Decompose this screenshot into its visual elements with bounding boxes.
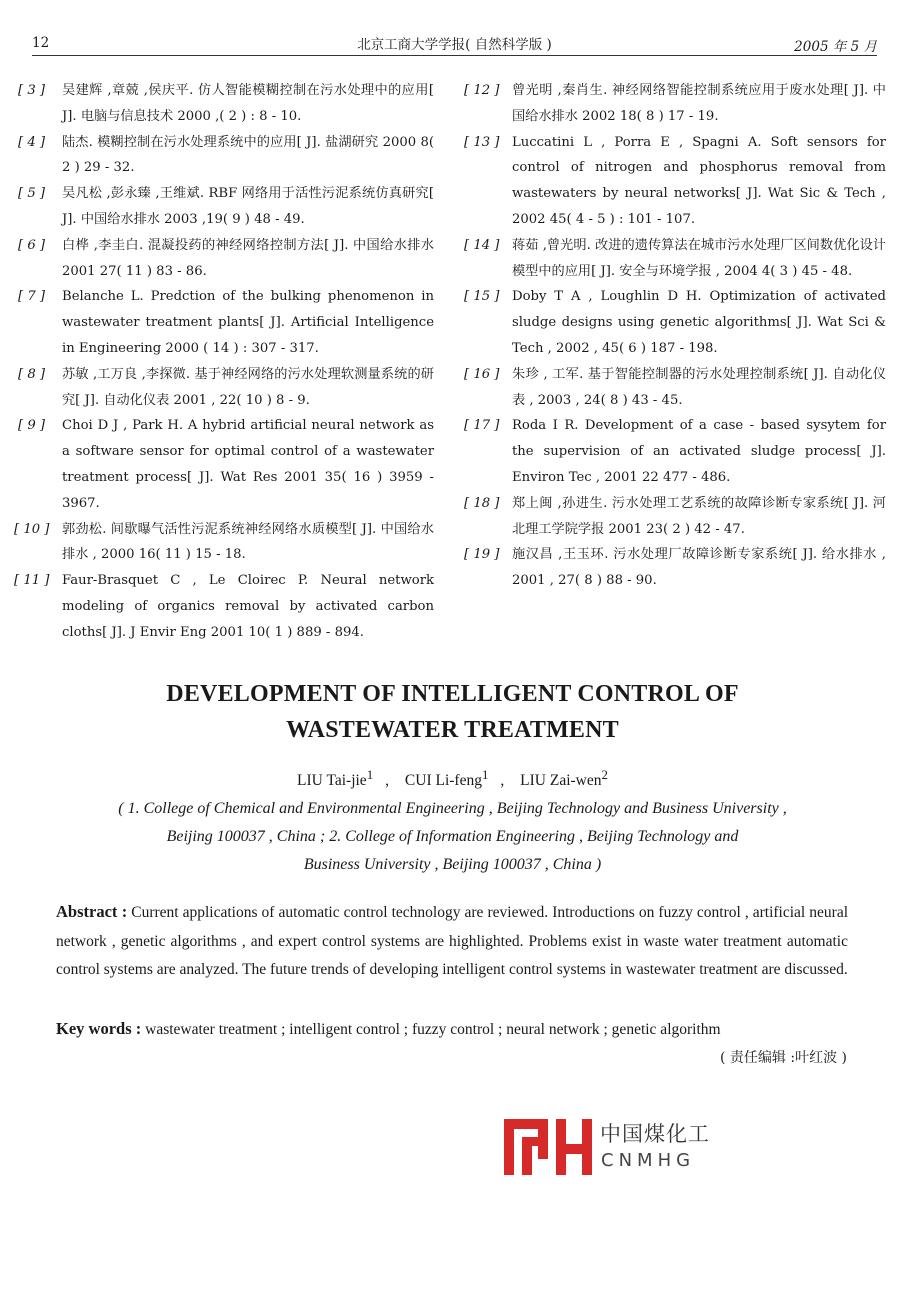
references-right-column <box>464 78 886 594</box>
responsible-editor: ( 责任编辑 :叶红波 ) <box>720 1050 847 1066</box>
logo-chinese-text: 中国煤化工 <box>600 1122 710 1146</box>
reference-text: Doby T A , Loughlin D H. Optimization of activated sludge designs using genetic algorithms[ J]. Wat Sci & Tech , 2002 , 45( 6 ) 187 - 198. <box>512 289 886 356</box>
reference-text: 吴凡松 ,彭永臻 ,王维斌. RBF 网络用于活性污泥系统仿真研究[ J]. 中国给水排水 2003 ,19( 9 ) 48 - 49. <box>62 186 434 227</box>
reference-entry <box>464 78 886 130</box>
reference-text: Choi D J , Park H. A hybrid artificial neural network as a software sensor for optimal control of a wastewater treatment process[ J]. Wat Res 2001 35( 16 ) 3959 - 3967. <box>62 418 434 511</box>
reference-text: 朱珍 , 工军. 基于智能控制器的污水处理控制系统[ J]. 自动化仪表 , 2003 , 24( 8 ) 43 - 45. <box>512 366 886 408</box>
reference-number: [ 16 ] <box>464 366 500 382</box>
cnmhg-logo <box>504 1115 714 1177</box>
reference-number: [ 6 ] <box>18 237 46 253</box>
reference-text: Roda I R. Development of a case - based sysytem for the supervision of an activated sludge process[ J]. Environ Tec , 2001 22 477 - 486. <box>512 418 886 485</box>
mh-logo-icon <box>504 1115 594 1177</box>
logo-english-text: CNMHG <box>601 1150 696 1171</box>
affiliation-line: Beijing 100037 , China ; 2. College of Information Engineering , Beijing Technology and <box>166 828 739 845</box>
reference-number: [ 3 ] <box>18 83 46 98</box>
affiliation-line: Business University , Beijing 100037 , China ) <box>303 856 602 873</box>
affiliation-line: ( 1. College of Chemical and Environmental Engineering , Beijing Technology and Business University , <box>118 800 787 817</box>
reference-text: 郑上闽 ,孙进生. 污水处理工艺系统的故障诊断专家系统[ J]. 河北理工学院学报 2001 23( 2 ) 42 - 47. <box>512 495 886 537</box>
reference-text: 陆杰. 模糊控制在污水处理系统中的应用[ J]. 盐湖研究 2000 8( 2 ) 29 - 32. <box>62 134 434 176</box>
author: LIU Zai-wen$^2$ <box>520 767 608 790</box>
reference-number: [ 7 ] <box>18 289 46 305</box>
reference-number: [ 5 ] <box>18 186 46 202</box>
reference-entry <box>18 233 434 285</box>
keywords <box>56 1019 856 1039</box>
reference-entry <box>18 181 434 233</box>
reference-entry <box>18 413 434 516</box>
keywords-text: wastewater treatment ; intelligent control ; fuzzy control ; neural network ; genetic algorithm <box>145 1021 721 1038</box>
reference-text: 白桦 ,李圭白. 混凝投药的神经网络控制方法[ J]. 中国给水排水 2001 27( 11 ) 83 - 86. <box>62 237 434 279</box>
reference-entry <box>18 362 434 414</box>
reference-entry <box>14 568 434 645</box>
reference-entry <box>18 130 434 182</box>
abstract-label: Abstract : <box>56 902 128 921</box>
paper-title <box>0 676 905 748</box>
reference-entry <box>464 542 886 594</box>
reference-number: [ 17 ] <box>464 418 500 434</box>
reference-number: [ 8 ] <box>18 366 46 382</box>
reference-number: [ 4 ] <box>18 134 46 150</box>
reference-text: Luccatini L , Porra E , Spagni A. Soft sensors for control of nitrogen and phosphorus removal from wastewaters by neural networks[ J]. Wat Sic & Tech , 2002 45( 4 - 5 ) : 101 - 107. <box>512 134 886 227</box>
reference-number: [ 13 ] <box>464 134 500 150</box>
reference-entry <box>464 491 886 543</box>
reference-number: [ 10 ] <box>14 521 50 537</box>
reference-entry <box>18 284 434 361</box>
reference-entry <box>464 130 886 233</box>
page-number: 12 <box>32 35 50 51</box>
abstract-text: Current applications of automatic control technology are reviewed. Introductions on fuzzy control , artificial neural network , genetic algorithms , and expert control systems are highlighted. Problems exist in waste water treatment automatic control systems are analyzed. The future trends of developing intelligent control systems in wastewater treatment are discussed. <box>56 904 848 978</box>
title-line: DEVELOPMENT OF INTELLIGENT CONTROL OF <box>166 681 739 707</box>
page-header <box>32 33 877 56</box>
reference-text: 郭劲松. 间歇曝气活性污泥系统神经网络水质模型[ J]. 中国给水排水 , 2000 16( 11 ) 15 - 18. <box>62 521 434 563</box>
reference-entry <box>464 413 886 490</box>
reference-text: 苏敏 ,工万良 ,李探微. 基于神经网络的污水处理软测量系统的研究[ J]. 自动化仪表 2001 , 22( 10 ) 8 - 9. <box>62 366 434 408</box>
references-left-column <box>14 78 434 646</box>
reference-entry <box>18 78 434 130</box>
reference-text: Faur-Brasquet C , Le Cloirec P. Neural network modeling of organics removal by activated carbon cloths[ J]. J Envir Eng 2001 10( 1 ) 889 - 894. <box>62 573 434 640</box>
keywords-label: Key words : <box>56 1019 142 1038</box>
reference-number: [ 19 ] <box>464 547 500 563</box>
journal-title: 北京工商大学学报( 自然科学版 ) <box>357 37 552 53</box>
reference-number: [ 14 ] <box>464 237 500 253</box>
title-line: WASTEWATER TREATMENT <box>286 717 619 743</box>
reference-entry <box>464 233 886 285</box>
reference-text: 蒋茹 ,曾光明. 改进的遗传算法在城市污水处理厂区间数优化设计模型中的应用[ J]. 安全与环境学报 , 2004 4( 3 ) 45 - 48. <box>512 237 886 279</box>
reference-number: [ 12 ] <box>464 83 500 98</box>
author: LIU Tai-jie$^1$ <box>297 767 374 790</box>
reference-text: Belanche L. Predction of the bulking phenomenon in wastewater treatment plants[ J]. Artificial Intelligence in Engineering 2000 ( 14 ) : 307 - 317. <box>62 289 434 356</box>
author-list: LIU Tai-jie$^1$ , CUI Li-feng$^1$ , LIU Zai-wen$^2$ <box>297 767 608 790</box>
reference-text: 吴建辉 ,章兢 ,侯庆平. 仿人智能模糊控制在污水处理中的应用[ J]. 电脑与信息技术 2000 ,( 2 ) : 8 - 10. <box>62 83 434 124</box>
affiliations <box>40 795 865 879</box>
reference-number: [ 9 ] <box>18 418 46 434</box>
abstract <box>56 898 848 985</box>
reference-text: 曾光明 ,秦肖生. 神经网络智能控制系统应用于废水处理[ J]. 中国给水排水 2002 18( 8 ) 17 - 19. <box>512 83 886 124</box>
reference-number: [ 18 ] <box>464 495 500 511</box>
reference-entry <box>464 362 886 414</box>
reference-entry <box>14 517 434 569</box>
issue-date: 2005 年 5 月 <box>794 39 877 55</box>
reference-entry <box>464 284 886 361</box>
reference-text: 施汉昌 ,王玉环. 污水处理厂故障诊断专家系统[ J]. 给水排水 , 2001 , 27( 8 ) 88 - 90. <box>512 547 886 589</box>
reference-number: [ 15 ] <box>464 289 500 305</box>
author: CUI Li-feng$^1$ <box>404 767 489 790</box>
reference-number: [ 11 ] <box>14 573 50 589</box>
